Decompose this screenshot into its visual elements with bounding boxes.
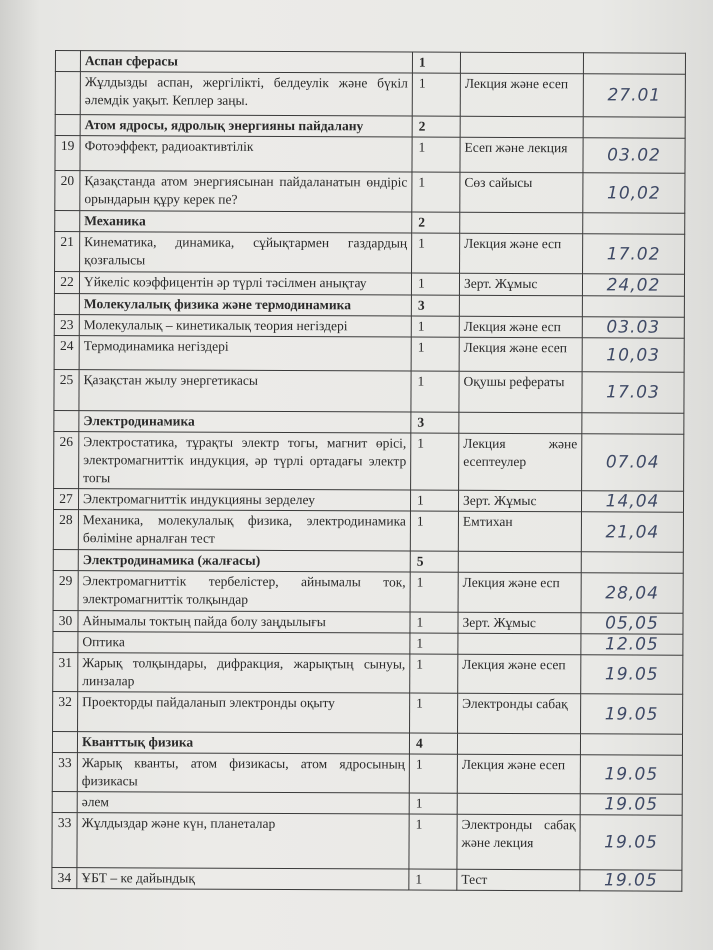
lesson-type-cell	[459, 412, 582, 434]
topic-cell: әлем	[77, 792, 409, 814]
row-number: 27	[53, 488, 78, 509]
lesson-type-cell: Зерт. Жұмыс	[459, 273, 582, 296]
date-cell: 17.02	[583, 234, 685, 274]
date-cell: 27.01	[583, 74, 685, 117]
section-row	[55, 211, 685, 235]
row-number: 24	[54, 335, 79, 369]
date-cell: 19.05	[581, 655, 683, 694]
lesson-type-cell: Электронды сабақ және лекция	[457, 814, 580, 870]
row-number	[53, 549, 78, 570]
hours-cell: 3	[411, 295, 459, 316]
topic-cell: Қазақстан жылу энергетикасы	[79, 370, 411, 412]
hours-cell: 1	[410, 511, 458, 551]
table-row	[53, 691, 683, 734]
topic-cell: Механика, молекулалық физика, электродинамика бөліміне арналған тест	[78, 510, 410, 551]
date-cell: 19.05	[580, 870, 682, 891]
lesson-type-cell: Лекция және есп	[460, 233, 583, 274]
hours-cell: 1	[411, 337, 459, 371]
topic-cell: Кванттық физика	[77, 732, 409, 754]
date-cell: 10,03	[582, 338, 684, 372]
date-cell	[580, 734, 682, 755]
row-number: 20	[55, 171, 80, 211]
topic-cell: Оптика	[78, 632, 410, 654]
row-number	[53, 631, 78, 652]
lesson-type-cell	[457, 793, 580, 815]
date-cell: 05,05	[581, 613, 683, 634]
lesson-type-cell	[457, 733, 580, 755]
topic-cell: Молекулалық физика және термодинамика	[79, 294, 411, 316]
table-row	[52, 752, 682, 794]
hours-cell: 1	[411, 316, 459, 337]
table-row	[53, 631, 683, 655]
hours-cell: 1	[409, 754, 457, 793]
row-number	[55, 72, 80, 115]
topic-cell: Қазақстанда атом энергиясынан пайдаланатын өндіріс орындарын құру керек пе?	[80, 171, 412, 212]
lesson-type-cell: Лекция және есеп	[457, 754, 580, 794]
table-row	[53, 488, 683, 512]
table-row	[53, 570, 683, 613]
row-number	[55, 51, 80, 72]
lesson-type-cell: Тест	[457, 869, 580, 891]
row-number: 22	[54, 272, 79, 294]
table-row	[54, 335, 684, 372]
hours-cell: 2	[412, 116, 460, 137]
date-cell	[583, 117, 685, 138]
topic-cell: Жұлдыздар және күн, планеталар	[77, 813, 409, 869]
hours-cell: 1	[412, 52, 460, 73]
lesson-type-cell: Лекция және есеп	[459, 337, 582, 372]
table-row	[53, 652, 683, 694]
lesson-type-cell	[458, 633, 581, 655]
lesson-type-cell	[458, 551, 581, 573]
hours-cell: 1	[409, 814, 457, 869]
hours-cell: 1	[412, 172, 460, 212]
lesson-type-cell: Лекция және есеп	[460, 73, 583, 117]
topic-cell: Электростатика, тұрақты электр тогы, магнит өрісі, электромагниттік индукция, әр түрлі ортадағы электр тогы	[79, 432, 411, 490]
table-row	[54, 431, 684, 491]
row-number: 33	[52, 752, 77, 791]
lesson-type-cell: Зерт. Жұмыс	[458, 612, 581, 634]
topic-cell: Электродинамика	[79, 411, 411, 433]
hours-cell: 1	[410, 612, 458, 633]
date-cell: 19.05	[581, 694, 683, 734]
hours-cell: 1	[411, 273, 459, 295]
hours-cell: 1	[410, 693, 458, 733]
section-row	[55, 51, 685, 75]
hours-cell: 1	[410, 490, 458, 511]
table-row	[52, 867, 682, 891]
row-number: 33	[52, 812, 77, 867]
lesson-type-cell: Оқушы рефераты	[459, 371, 582, 413]
hours-cell: 1	[410, 572, 458, 612]
table-row	[55, 232, 685, 275]
topic-cell: Электромагниттік тербелістер, айнымалы ток, электромагниттік толқындар	[78, 571, 410, 612]
hours-cell: 1	[412, 73, 460, 116]
date-cell: 17.03	[582, 372, 684, 413]
row-number: 26	[54, 431, 79, 488]
lesson-type-cell: Лекция және есп	[459, 316, 582, 338]
date-cell: 14,04	[581, 491, 683, 512]
row-number: 23	[54, 314, 79, 335]
table-row	[55, 136, 685, 174]
date-cell: 19.05	[580, 755, 682, 794]
lesson-type-cell: Лекция және есп	[458, 572, 581, 613]
section-row	[54, 410, 684, 434]
hours-cell: 5	[410, 551, 458, 572]
row-number: 34	[52, 867, 77, 888]
lesson-plan-table	[51, 50, 686, 892]
hours-cell: 3	[411, 412, 459, 433]
row-number: 25	[54, 369, 79, 410]
topic-cell: Кинематика, динамика, сұйықтармен газдардың қозғалысы	[80, 232, 412, 273]
hours-cell: 1	[412, 137, 460, 172]
lesson-type-cell: Электронды сабақ	[458, 693, 581, 734]
date-cell	[582, 413, 684, 434]
date-cell: 21,04	[581, 512, 683, 552]
table-row	[55, 72, 685, 118]
topic-cell: ҰБТ – ке дайындық	[77, 868, 409, 890]
row-number: 29	[53, 570, 78, 610]
topic-cell: Проекторды пайдаланып электронды оқыту	[78, 692, 410, 733]
row-number: 28	[53, 509, 78, 549]
row-number	[54, 293, 79, 314]
topic-cell: Жұлдызды аспан, жергілікті, белдеулік және бүкіл әлемдік уақыт. Кеплер заңы.	[80, 72, 412, 116]
lesson-type-cell: Зерт. Жұмыс	[458, 490, 581, 512]
topic-cell: Термодинамика негіздері	[79, 336, 411, 371]
hours-cell: 1	[410, 633, 458, 654]
date-cell	[583, 53, 685, 74]
date-cell	[583, 213, 685, 234]
date-cell: 12.05	[581, 634, 683, 655]
row-number: 32	[53, 691, 78, 731]
section-row	[55, 115, 685, 139]
lesson-type-cell: Есеп және лекция	[460, 137, 583, 173]
section-row	[53, 549, 683, 573]
row-number: 30	[53, 610, 78, 631]
topic-cell: Атом ядросы, ядролық энергияны пайдалану	[80, 115, 412, 137]
topic-cell: Фотоэффект, радиоактивтілік	[80, 136, 412, 172]
table-row	[53, 509, 683, 552]
date-cell: 28,04	[581, 573, 683, 613]
date-cell: 03.02	[583, 138, 685, 173]
lesson-type-cell: Лекция және есептеулер	[459, 433, 582, 491]
topic-cell: Электродинамика (жалғасы)	[78, 550, 410, 572]
topic-cell: Үйкеліс коэффицентін әр түрлі тәсілмен анықтау	[79, 272, 411, 295]
lesson-type-cell	[460, 212, 583, 234]
lesson-type-cell	[460, 116, 583, 138]
hours-cell: 1	[409, 793, 457, 814]
date-cell: 03.03	[582, 317, 684, 338]
hours-cell: 4	[409, 733, 457, 754]
section-row	[52, 731, 682, 755]
date-cell	[582, 296, 684, 317]
topic-cell: Жарық кванты, атом физикасы, атом ядросының физикасы	[77, 753, 409, 793]
topic-cell: Механика	[80, 211, 412, 233]
row-number	[54, 410, 79, 431]
hours-cell: 1	[412, 233, 460, 273]
date-cell: 10,02	[583, 173, 685, 213]
table-row	[52, 791, 682, 815]
row-number	[52, 791, 77, 812]
hours-cell: 1	[411, 433, 459, 490]
hours-cell: 1	[410, 654, 458, 693]
row-number: 31	[53, 652, 78, 691]
lesson-type-cell: Лекция және есеп	[458, 654, 581, 694]
lesson-type-cell	[459, 295, 582, 317]
date-cell: 24,02	[582, 274, 684, 296]
topic-cell: Жарық толқындары, дифракция, жарықтың сынуы, линзалар	[78, 653, 410, 693]
section-row	[54, 293, 684, 317]
date-cell: 19.05	[580, 794, 682, 815]
topic-cell: Молекулалық – кинетикалық теория негіздері	[79, 315, 411, 337]
row-number: 19	[55, 136, 80, 171]
lesson-type-cell: Сөз сайысы	[460, 172, 583, 213]
row-number	[52, 731, 77, 752]
table-row	[53, 610, 683, 634]
table-row	[54, 314, 684, 338]
lesson-type-cell: Емтихан	[458, 511, 581, 552]
topic-cell: Айнымалы токтың пайда болу заңдылығы	[78, 611, 410, 633]
hours-cell: 1	[411, 371, 459, 412]
row-number: 21	[55, 232, 80, 272]
date-cell: 07.04	[582, 434, 684, 491]
hours-cell: 1	[409, 869, 457, 890]
topic-cell: Электромагниттік индукцияны зерделеу	[78, 489, 410, 511]
row-number	[55, 211, 80, 232]
table-row	[54, 369, 684, 413]
hours-cell: 2	[412, 212, 460, 233]
lesson-type-cell	[460, 52, 583, 74]
table-row	[52, 812, 682, 870]
topic-cell: Аспан сферасы	[80, 51, 412, 73]
date-cell: 19.05	[580, 815, 682, 870]
date-cell	[581, 552, 683, 573]
table-row	[54, 272, 684, 297]
table-row	[55, 171, 685, 214]
row-number	[55, 115, 80, 136]
